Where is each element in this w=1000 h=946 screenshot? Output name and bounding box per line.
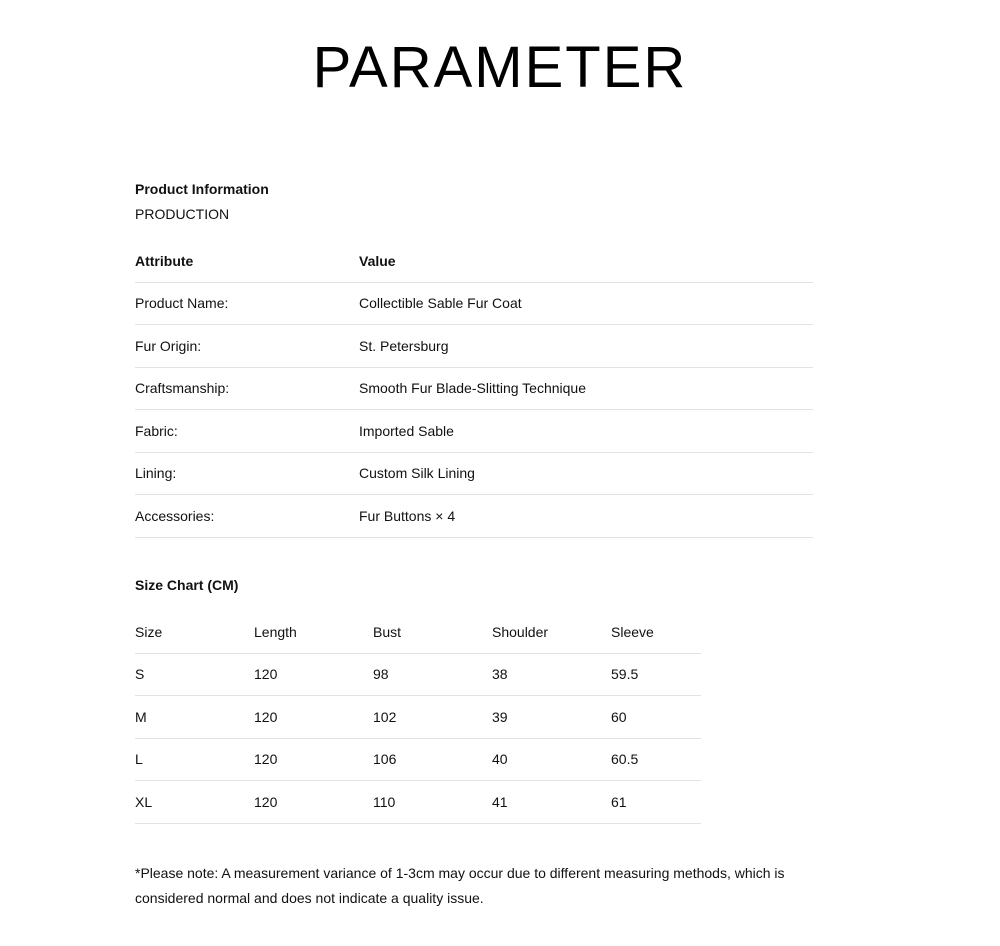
info-row-accessories	[135, 495, 813, 538]
sleeve-cell: 61	[611, 793, 627, 810]
info-row-product-name	[135, 283, 813, 326]
shoulder-cell: 40	[492, 751, 508, 768]
sleeve-column-header: Sleeve	[611, 623, 654, 640]
shoulder-cell: 38	[492, 666, 508, 683]
bust-column-header: Bust	[373, 623, 402, 640]
size-row-xl	[135, 781, 701, 824]
info-row-fabric	[135, 410, 813, 453]
size-row-m	[135, 696, 701, 739]
size-column-header: Size	[135, 623, 163, 640]
length-cell: 120	[254, 793, 278, 810]
attribute-label: Lining:	[135, 465, 177, 482]
bust-cell: 110	[373, 793, 396, 810]
attribute-value: Collectible Sable Fur Coat	[359, 295, 522, 312]
attribute-value: Custom Silk Lining	[359, 465, 475, 482]
attribute-label: Product Name:	[135, 295, 229, 312]
size-cell: M	[135, 708, 147, 725]
bust-cell: 102	[373, 708, 397, 725]
attribute-value: Imported Sable	[359, 422, 454, 439]
attribute-value: Fur Buttons × 4	[359, 507, 456, 524]
length-column-header: Length	[254, 623, 297, 640]
info-row-craftsmanship	[135, 368, 813, 411]
sleeve-cell: 60.5	[611, 751, 639, 768]
sleeve-cell: 60	[611, 708, 627, 725]
size-row-s	[135, 654, 701, 697]
sleeve-cell: 59.5	[611, 666, 639, 683]
page-title: PARAMETER	[312, 35, 688, 100]
info-row-fur-origin	[135, 325, 813, 368]
size-cell: L	[135, 751, 143, 768]
attribute-label: Fur Origin:	[135, 337, 202, 354]
info-table-header	[135, 240, 813, 283]
attribute-column-header: Attribute	[135, 252, 194, 269]
attribute-value: St. Petersburg	[359, 337, 449, 354]
info-row-lining	[135, 453, 813, 496]
attribute-label: Craftsmanship:	[135, 380, 230, 397]
product-info-table	[135, 240, 813, 538]
bust-cell: 106	[373, 751, 397, 768]
product-info-heading: Product Information	[135, 181, 269, 197]
shoulder-cell: 39	[492, 708, 508, 725]
size-table-header	[135, 611, 701, 654]
attribute-label: Accessories:	[135, 507, 215, 524]
shoulder-column-header: Shoulder	[492, 623, 549, 640]
attribute-label: Fabric:	[135, 422, 178, 439]
attribute-value: Smooth Fur Blade-Slitting Technique	[359, 380, 586, 397]
size-row-l	[135, 739, 701, 782]
size-cell: S	[135, 666, 145, 683]
size-chart-table	[135, 611, 701, 824]
length-cell: 120	[254, 751, 278, 768]
bust-cell: 98	[373, 666, 389, 683]
size-cell: XL	[135, 793, 153, 810]
shoulder-cell: 41	[492, 793, 508, 810]
product-info-subheading: PRODUCTION	[135, 206, 230, 222]
size-chart-heading: Size Chart (CM)	[135, 577, 239, 593]
measurement-note: *Please note: A measurement variance of 1-3cm may occur due to different measuring methods, which is considered normal and does not indicate a quality issue.	[135, 865, 785, 906]
length-cell: 120	[254, 708, 278, 725]
value-column-header: Value	[359, 252, 396, 269]
length-cell: 120	[254, 666, 278, 683]
